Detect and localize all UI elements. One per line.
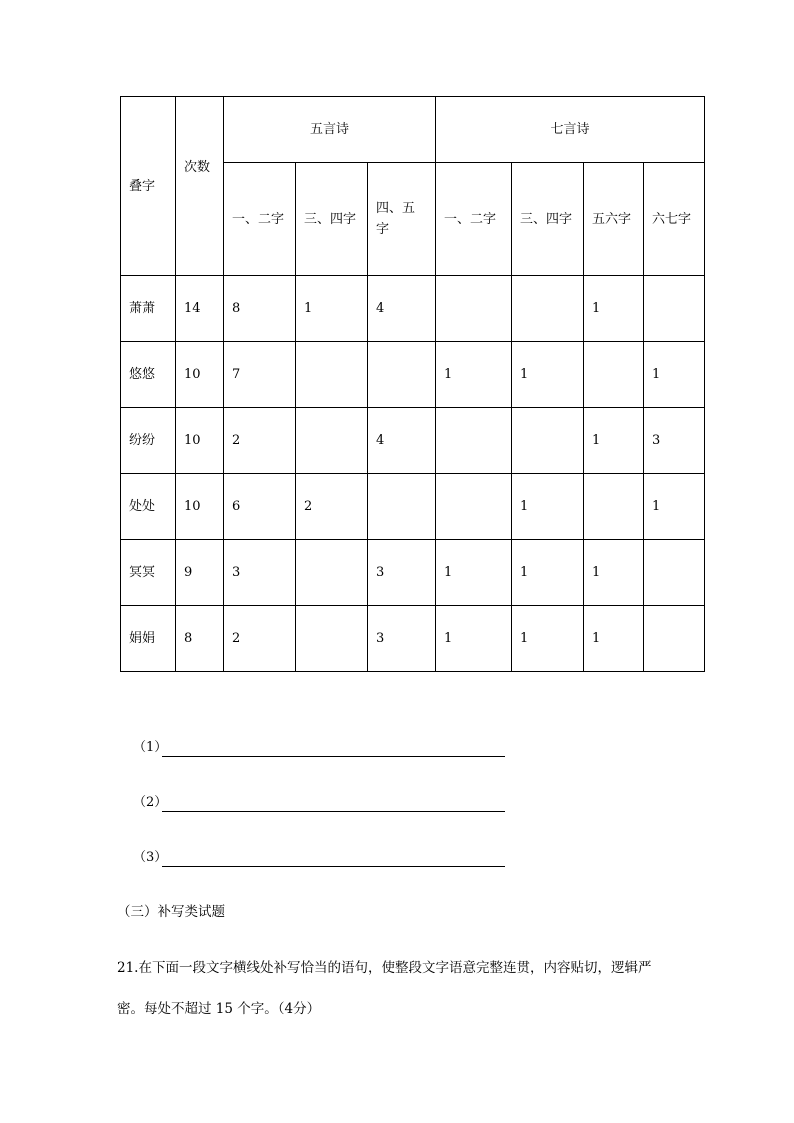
header-wuyan-col: 一、二字 xyxy=(224,163,296,276)
table-cell: 2 xyxy=(224,408,296,474)
row-count: 8 xyxy=(176,606,224,672)
table-row xyxy=(121,606,705,672)
header-wuyan-col: 四、五字 xyxy=(368,163,436,276)
table-cell: 1 xyxy=(436,606,512,672)
table-cell xyxy=(436,276,512,342)
table-cell: 1 xyxy=(644,474,705,540)
table-cell xyxy=(584,474,644,540)
table-cell: 2 xyxy=(296,474,368,540)
table-cell: 1 xyxy=(584,276,644,342)
table-cell: 1 xyxy=(512,474,584,540)
table-cell: 3 xyxy=(644,408,705,474)
row-count: 10 xyxy=(176,474,224,540)
table-cell xyxy=(296,540,368,606)
answer-number: （1） xyxy=(133,740,168,755)
table-cell xyxy=(436,474,512,540)
table-cell: 3 xyxy=(368,540,436,606)
table-cell: 4 xyxy=(368,408,436,474)
table-cell xyxy=(296,342,368,408)
row-count: 10 xyxy=(176,342,224,408)
table-cell: 4 xyxy=(368,276,436,342)
question-line-1: 21.在下面一段文字横线处补写恰当的语句，使整段文字语意完整连贯，内容贴切，逻辑严 xyxy=(117,960,652,976)
header-qiyan: 七言诗 xyxy=(436,97,705,163)
table-cell: 1 xyxy=(512,342,584,408)
row-word: 娟娟 xyxy=(121,606,176,672)
table-row xyxy=(121,540,705,606)
answer-line-2[interactable] xyxy=(133,793,168,813)
table-cell: 1 xyxy=(296,276,368,342)
table-cell: 3 xyxy=(224,540,296,606)
row-word: 悠悠 xyxy=(121,342,176,408)
table-row xyxy=(121,474,705,540)
table-cell: 1 xyxy=(512,606,584,672)
table-cell: 3 xyxy=(368,606,436,672)
table-cell: 1 xyxy=(584,540,644,606)
table-cell xyxy=(296,408,368,474)
table-cell: 1 xyxy=(644,342,705,408)
table-cell xyxy=(512,408,584,474)
header-qiyan-col: 六七字 xyxy=(644,163,705,276)
table-cell: 6 xyxy=(224,474,296,540)
table-row xyxy=(121,408,705,474)
row-count: 10 xyxy=(176,408,224,474)
table-cell xyxy=(368,342,436,408)
row-count: 9 xyxy=(176,540,224,606)
table-cell: 1 xyxy=(512,540,584,606)
table-cell: 2 xyxy=(224,606,296,672)
table-cell: 1 xyxy=(584,408,644,474)
answer-number: （3） xyxy=(133,850,168,865)
row-count: 14 xyxy=(176,276,224,342)
answer-line-1[interactable] xyxy=(133,738,168,758)
header-qiyan-col: 一、二字 xyxy=(436,163,512,276)
section-title: （三）补写类试题 xyxy=(117,904,225,920)
answer-blank[interactable] xyxy=(162,793,505,812)
table-cell xyxy=(512,276,584,342)
header-cishu: 次数 xyxy=(176,97,224,276)
table-cell: 7 xyxy=(224,342,296,408)
answer-blank[interactable] xyxy=(162,848,505,867)
table-cell xyxy=(644,276,705,342)
table-cell xyxy=(368,474,436,540)
table-cell: 8 xyxy=(224,276,296,342)
header-dieci: 叠字 xyxy=(121,97,176,276)
header-wuyan: 五言诗 xyxy=(224,97,436,163)
header-qiyan-col: 三、四字 xyxy=(512,163,584,276)
row-word: 处处 xyxy=(121,474,176,540)
table-cell xyxy=(296,606,368,672)
row-word: 萧萧 xyxy=(121,276,176,342)
header-wuyan-col: 三、四字 xyxy=(296,163,368,276)
answer-line-3[interactable] xyxy=(133,848,168,868)
header-qiyan-col: 五六字 xyxy=(584,163,644,276)
table-cell: 1 xyxy=(584,606,644,672)
table-row xyxy=(121,342,705,408)
table-cell xyxy=(436,408,512,474)
table-cell xyxy=(584,342,644,408)
table-cell xyxy=(644,540,705,606)
table-cell: 1 xyxy=(436,540,512,606)
row-word: 冥冥 xyxy=(121,540,176,606)
question-line-2: 密。每处不超过 15 个字。（4分） xyxy=(117,1001,321,1017)
row-word: 纷纷 xyxy=(121,408,176,474)
table-cell: 1 xyxy=(436,342,512,408)
table-row xyxy=(121,276,705,342)
stacked-word-table xyxy=(120,96,705,672)
answer-blank[interactable] xyxy=(162,738,505,757)
table-cell xyxy=(644,606,705,672)
answer-number: （2） xyxy=(133,795,168,810)
